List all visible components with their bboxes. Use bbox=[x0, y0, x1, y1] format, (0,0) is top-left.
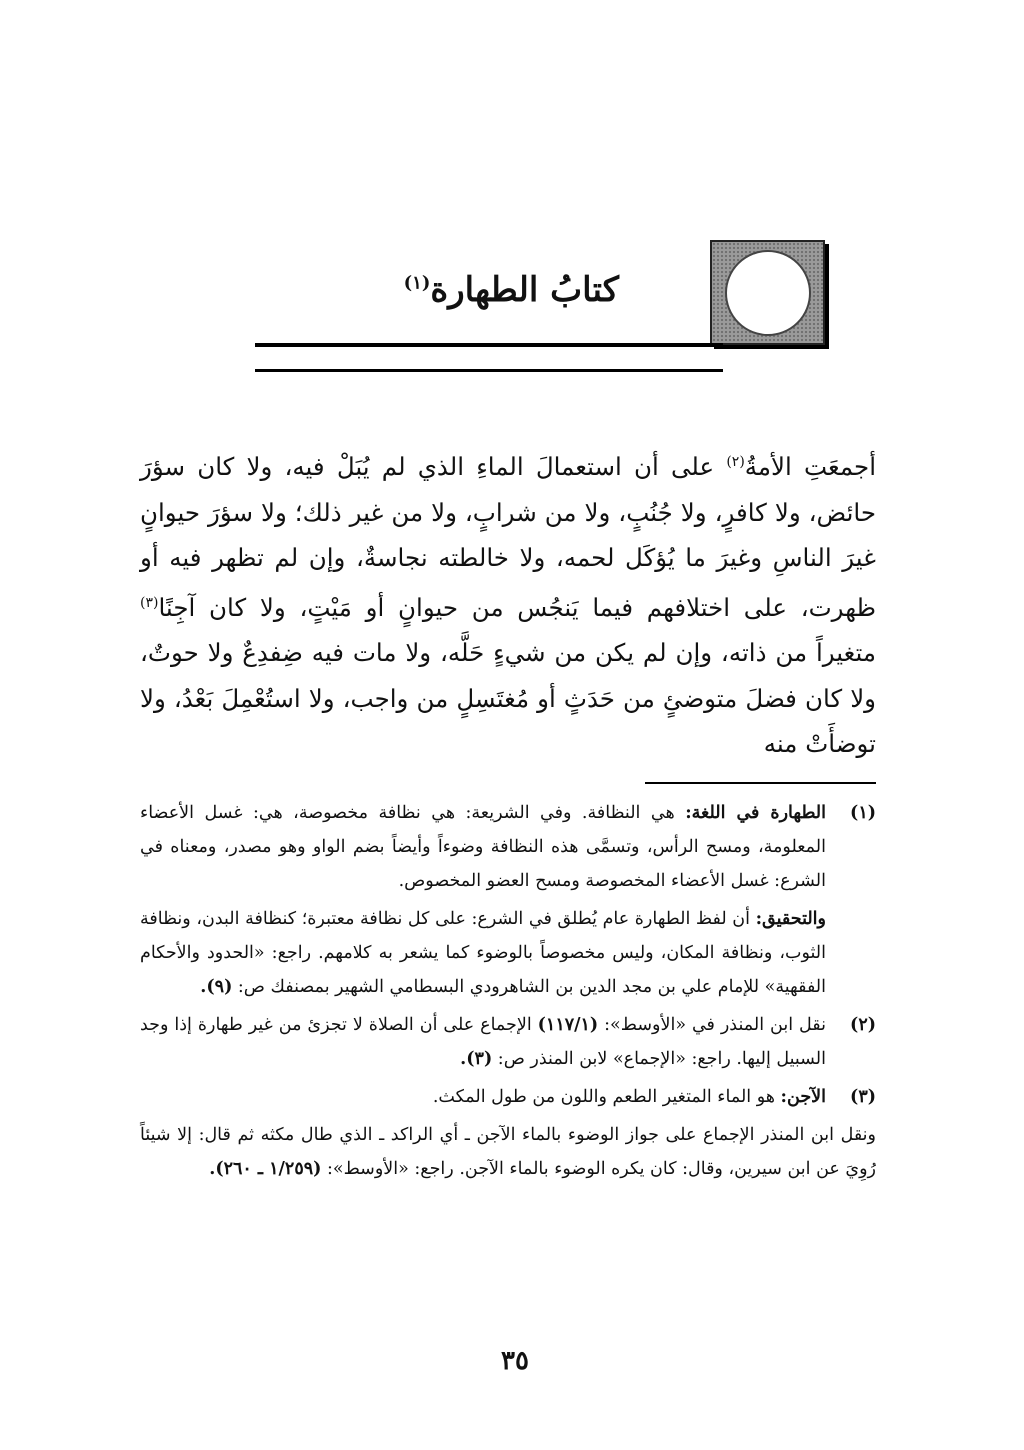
footnote-page-ref: (٣). bbox=[460, 1049, 493, 1069]
main-text bbox=[140, 440, 876, 767]
chapter-ornament bbox=[710, 240, 825, 345]
footnote-2 bbox=[140, 1008, 876, 1076]
chapter-title-text: كتابُ الطهارة bbox=[430, 270, 619, 310]
footnote-page-ref: (١/٢٥٩ ـ ٢٦٠). bbox=[209, 1159, 322, 1179]
main-text-segment-3: متغيراً من ذاته، وإن لم يكن من شيءٍ حَلَّه، ولا مات فيه ضِفدِعٌ ولا حوتٌ، ولا كان فضلَ متوضئٍ من حَدَثٍ أو مُغتَسِلٍ من واجب، ولا استُعْمِلَ بَعْدُ، ولا توضأَتْ منه bbox=[140, 638, 876, 759]
page-number: ٣٥ bbox=[501, 1346, 529, 1376]
footnote-number: (١) bbox=[850, 803, 876, 823]
footnote-3-continuation bbox=[140, 1118, 876, 1186]
footnote-term: الطهارة في اللغة: bbox=[685, 803, 826, 823]
chapter-title bbox=[299, 270, 619, 310]
footnote-page-ref: (١١٧/١) bbox=[537, 1015, 599, 1035]
main-text-segment-2: على أن استعمالَ الماءِ الذي لم يُبَلْ فيه، ولا كان سؤرَ حائض، ولا كافرٍ، ولا جُنُبٍ، ولا من شرابٍ، ولا من غير ذلك؛ ولا سؤرَ حيوانٍ غيرَ الناسِ وغيرَ ما يُؤكَل لحمه، ولا خالطته نجاسةٌ، وإن لم تظهر فيه أو ظهرت، على اختلافهم فيما يَنجُس من حيوانٍ أو مَيْتٍ، ولا كان آجِنًا bbox=[140, 452, 876, 622]
title-rule-thick bbox=[255, 343, 723, 347]
ornament-circle bbox=[725, 250, 811, 336]
footnote-1 bbox=[140, 796, 876, 898]
footnote-separator bbox=[645, 782, 876, 784]
footnote-text: هي النظافة. وفي الشريعة: هي نظافة مخصوصة، هي: غسل الأعضاء المعلومة، ومسح الرأس، وتسمَّى هذه النظافة وضوءاً وأيضاً بضم الواو وهو مصدر، ومعناه في الشرع: غسل الأعضاء المخصوصة ومسح العضو المخصوص. bbox=[140, 803, 826, 891]
footnote-3 bbox=[140, 1080, 876, 1114]
footnote-text: الإجماع على أن الصلاة لا تجزئ من غير طهارة إذا وجد السبيل إليها. راجع: «الإجماع» لابن المنذر ص: bbox=[140, 1015, 826, 1069]
chapter-title-footnote-ref: (١) bbox=[403, 272, 431, 294]
footnotes bbox=[140, 796, 876, 1190]
footnote-number: (٢) bbox=[850, 1015, 876, 1035]
footnote-1-continuation bbox=[140, 902, 876, 1004]
footnote-page-ref: (٩). bbox=[200, 977, 233, 997]
main-text-segment-1: أجمعَتِ الأمةُ bbox=[744, 452, 876, 482]
footnote-ref-3: (٣) bbox=[140, 594, 159, 611]
footnote-text: نقل ابن المنذر في «الأوسط»: bbox=[598, 1015, 826, 1035]
footnote-number: (٣) bbox=[850, 1087, 876, 1107]
footnote-text: ونقل ابن المنذر الإجماع على جواز الوضوء بالماء الآجن ـ أي الراكد ـ الذي طال مكثه ثم قال: إلا شيئاً رُوِيَ عن ابن سيرين، وقال: كان يكره الوضوء بالماء الآجن. راجع: «الأوسط»: bbox=[140, 1125, 876, 1179]
footnote-ref-2: (٢) bbox=[726, 454, 745, 470]
footnote-term: والتحقيق: bbox=[755, 909, 826, 929]
footnote-term: الآجن: bbox=[780, 1087, 826, 1107]
footnote-text: هو الماء المتغير الطعم واللون من طول المكث. bbox=[432, 1087, 781, 1107]
footnote-text: أن لفظ الطهارة عام يُطلق في الشرع: على كل نظافة معتبرة؛ كنظافة البدن، ونظافة الثوب، ونظافة المكان، وليس مخصوصاً بالوضوء كما يشعر به كلامهم. راجع: «الحدود والأحكام الفقهية» للإمام علي بن مجد الدين بن الشاهرودي البسطامي الشهير بمصنفك ص: bbox=[140, 909, 826, 997]
title-rule-thin bbox=[255, 369, 723, 372]
